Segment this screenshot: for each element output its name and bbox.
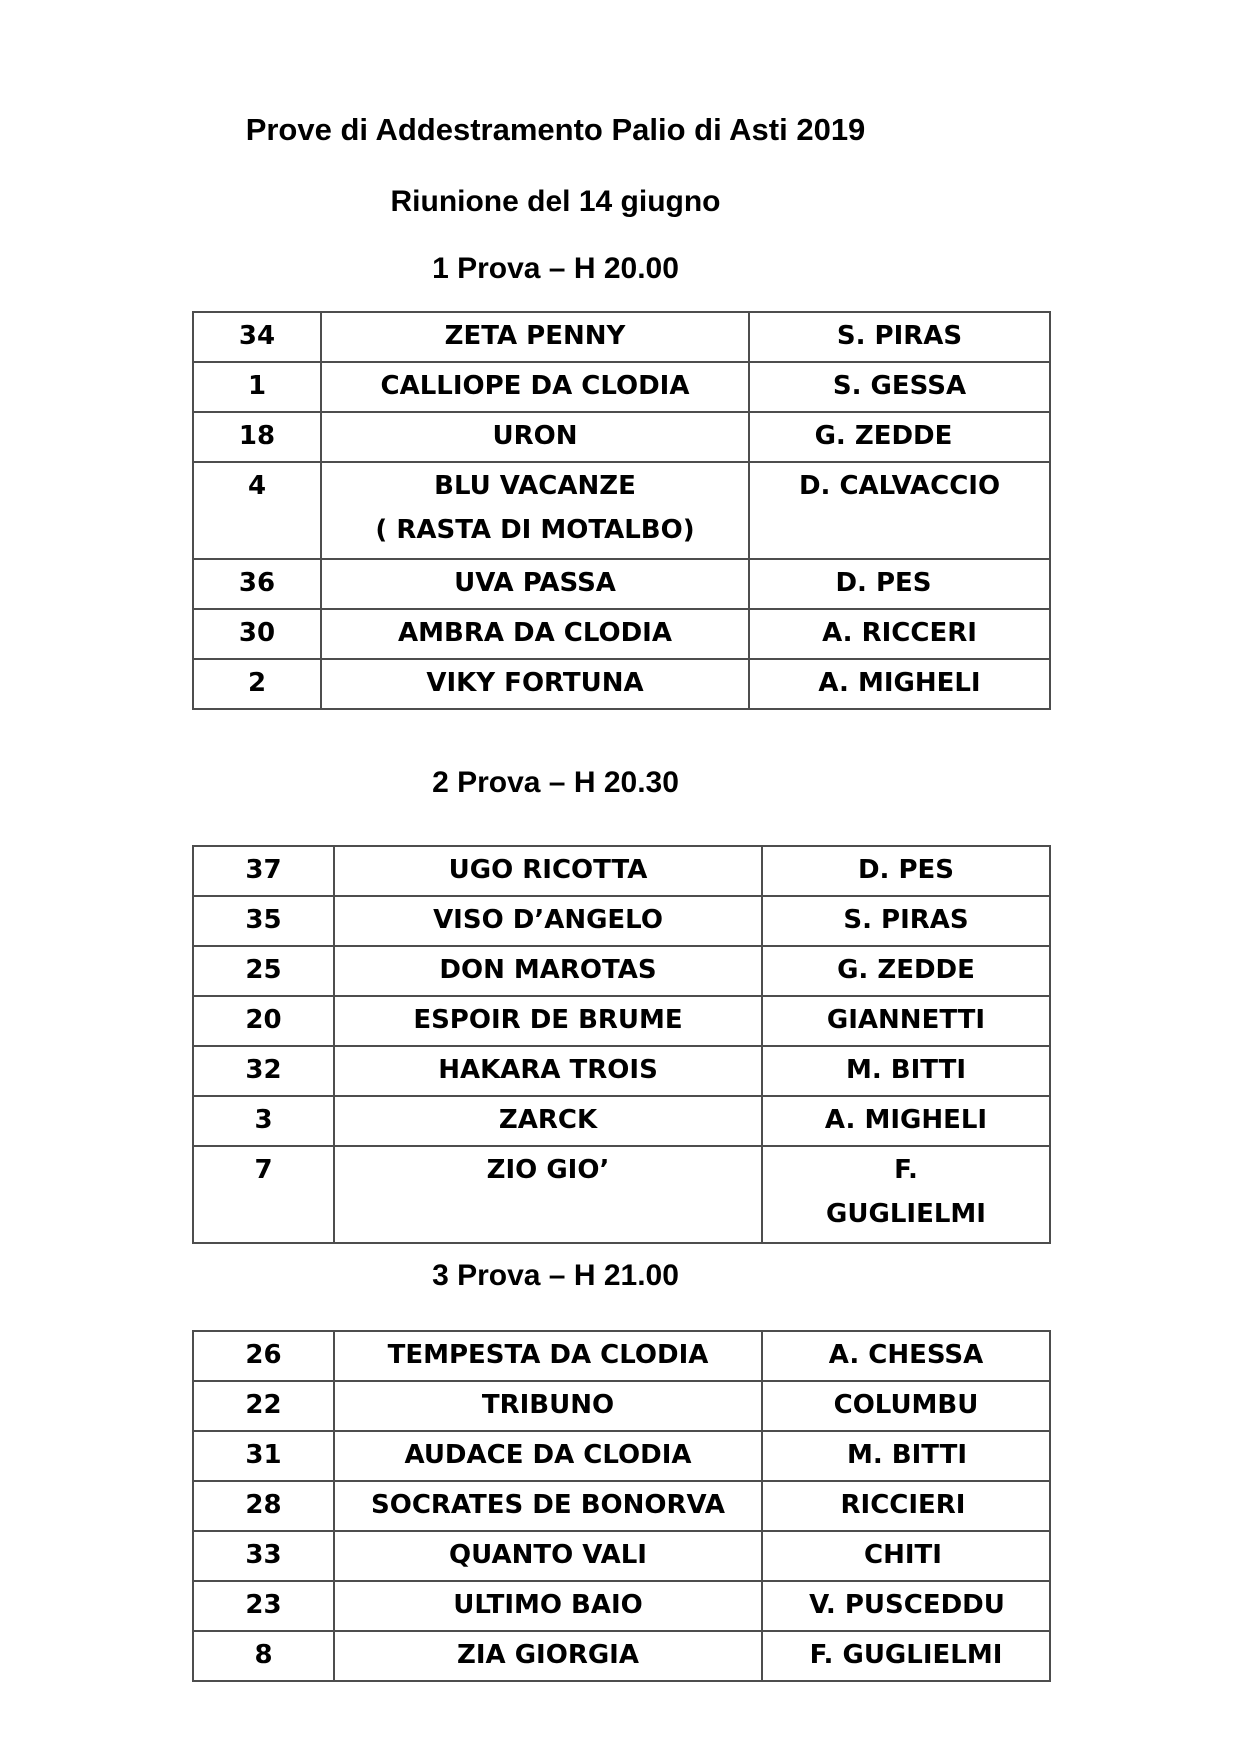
start-number-cell-text: 26 [245,1340,282,1370]
prova-3-table [192,1330,1051,1682]
rider-name-cell-text: S. PIRAS [843,905,969,935]
page-title: Prove di Addestramento Palio di Asti 2019 [245,112,866,147]
start-number-cell-text: 28 [245,1490,282,1520]
horse-name-cell [321,462,749,559]
start-number-cell [193,362,321,412]
rider-name-cell-text: M. BITTI [845,1055,967,1085]
rider-name-cell-text-line2: GUGLIELMI [826,1199,986,1229]
rider-name-cell [762,1381,1050,1431]
rider-name-cell-text: D. PES [857,855,955,885]
rider-name-cell-text: A. MIGHELI [818,668,981,698]
horse-name-cell [334,1331,762,1381]
horse-name-cell [334,1631,762,1681]
rider-name-cell-text: D. CALVACCIO [798,471,1001,501]
start-number-cell-text: 20 [245,1005,282,1035]
horse-name-cell-text: ZIO GIO’ [486,1155,610,1185]
rider-name-cell [749,609,1050,659]
rider-name-cell [762,1146,1050,1243]
start-number-cell-text: 18 [238,421,276,451]
rider-name-cell [762,996,1050,1046]
horse-name-cell [334,996,762,1046]
rider-name-cell-text: M. BITTI [846,1440,968,1470]
horse-name-cell-text: VIKY FORTUNA [426,668,644,698]
start-number-cell [193,559,321,609]
start-number-cell-text: 8 [254,1640,273,1670]
rider-name-cell-text: RICCIERI [840,1490,966,1520]
horse-name-cell [321,559,749,609]
start-number-cell [193,946,334,996]
horse-name-cell-text: SOCRATES DE BONORVA [371,1490,725,1520]
start-number-cell-text: 1 [247,371,267,401]
horse-name-cell-text: ESPOIR DE BRUME [413,1005,683,1035]
rider-name-cell-text: GIANNETTI [826,1005,986,1035]
prova-2-table [192,845,1051,1244]
table-row [193,362,1050,412]
rider-name-cell [762,896,1050,946]
horse-name-cell-text: ZETA PENNY [444,321,626,351]
rider-name-cell [749,462,1050,559]
horse-name-cell-text: TEMPESTA DA CLODIA [387,1340,709,1370]
rider-name-cell-text: S. GESSA [832,371,967,401]
table-row [193,1481,1050,1531]
table-row [193,1581,1050,1631]
start-number-cell-text: 3 [254,1105,273,1135]
start-number-cell [193,846,334,896]
start-number-cell-text: 33 [245,1540,282,1570]
table-row [193,1046,1050,1096]
rider-name-cell-text: G. ZEDDE [837,955,975,985]
rider-name-cell-text: V. PUSCEDDU [809,1590,1005,1620]
rider-name-cell-text: A. CHESSA [828,1340,984,1370]
rider-name-cell-text: S. PIRAS [836,321,963,351]
start-number-cell [193,462,321,559]
horse-name-cell-text: ZARCK [498,1105,598,1135]
horse-name-cell-text: DON MAROTAS [439,955,657,985]
rider-name-cell [762,1096,1050,1146]
start-number-cell-text: 36 [238,568,276,598]
horse-name-cell-text: AUDACE DA CLODIA [404,1440,692,1470]
start-number-cell-text: 22 [245,1390,282,1420]
prova-1-table [192,311,1051,710]
rider-name-cell [762,1431,1050,1481]
document-content [192,0,1049,1755]
rider-name-cell [762,1631,1050,1681]
rider-name-cell [762,1331,1050,1381]
table-row [193,1096,1050,1146]
start-number-cell-text: 35 [245,905,282,935]
table-row [193,659,1050,709]
table-row [193,462,1050,559]
rider-name-cell-text: CHITI [864,1540,942,1570]
table-row [193,1631,1050,1681]
table-row [193,609,1050,659]
horse-name-cell-text: URON [492,421,578,451]
start-number-cell [193,1631,334,1681]
horse-name-cell [321,412,749,462]
start-number-cell-text: 23 [245,1590,282,1620]
rider-name-cell-text: G. ZEDDE [814,421,953,451]
table-row [193,1431,1050,1481]
rider-name-cell [749,559,1050,609]
table-row [193,1331,1050,1381]
table-row [193,1381,1050,1431]
rider-name-cell-text: F. [894,1155,918,1185]
horse-name-cell [334,1581,762,1631]
rider-name-cell [762,1481,1050,1531]
horse-name-cell-text: CALLIOPE DA CLODIA [380,371,690,401]
horse-name-cell [334,1096,762,1146]
horse-name-cell [334,1046,762,1096]
rider-name-cell-text: A. MIGHELI [824,1105,988,1135]
section-heading-prova-3: 3 Prova – H 21.00 [432,1259,679,1292]
horse-name-cell [321,609,749,659]
horse-name-cell [334,946,762,996]
start-number-cell-text: 34 [238,321,276,351]
start-number-cell [193,1431,334,1481]
rider-name-cell [762,1581,1050,1631]
horse-name-cell-text: AMBRA DA CLODIA [398,618,672,648]
rider-name-cell [749,412,1050,462]
table-row [193,1146,1050,1243]
horse-name-cell [334,1381,762,1431]
rider-name-cell [749,362,1050,412]
start-number-cell [193,1531,334,1581]
table-row [193,1531,1050,1581]
rider-name-cell-text: COLUMBU [833,1390,979,1420]
rider-name-cell [749,659,1050,709]
horse-name-cell-text-line2: ( RASTA DI MOTALBO) [375,515,695,545]
table-row [193,312,1050,362]
start-number-cell-text: 4 [247,471,267,501]
table-row [193,846,1050,896]
table-row [193,996,1050,1046]
start-number-cell [193,609,321,659]
table-row [193,946,1050,996]
horse-name-cell-text: VISO D’ANGELO [433,905,663,935]
horse-name-cell-text: UVA PASSA [454,568,616,598]
horse-name-cell [321,659,749,709]
horse-name-cell [334,1146,762,1243]
horse-name-cell [321,362,749,412]
horse-name-cell [321,312,749,362]
rider-name-cell-text: A. RICCERI [822,618,977,648]
section-heading-prova-2: 2 Prova – H 20.30 [432,766,679,799]
horse-name-cell-text: BLU VACANZE [434,471,636,501]
start-number-cell [193,412,321,462]
start-number-cell [193,312,321,362]
start-number-cell-text: 25 [245,955,282,985]
rider-name-cell [762,1531,1050,1581]
rider-name-cell-text: F. GUGLIELMI [809,1640,1003,1670]
horse-name-cell-text: ZIA GIORGIA [457,1640,639,1670]
table-row [193,412,1050,462]
horse-name-cell [334,1531,762,1581]
start-number-cell-text: 2 [247,668,267,698]
horse-name-cell [334,1431,762,1481]
start-number-cell [193,1146,334,1243]
rider-name-cell [762,1046,1050,1096]
start-number-cell-text: 7 [254,1155,273,1185]
start-number-cell [193,1381,334,1431]
horse-name-cell-text: ULTIMO BAIO [453,1590,643,1620]
table-row [193,559,1050,609]
section-heading-prova-1: 1 Prova – H 20.00 [432,252,679,285]
horse-name-cell [334,846,762,896]
rider-name-cell-text: D. PES [835,568,932,598]
rider-name-cell [762,846,1050,896]
horse-name-cell-text: TRIBUNO [481,1390,615,1420]
start-number-cell [193,996,334,1046]
start-number-cell [193,896,334,946]
start-number-cell-text: 31 [245,1440,282,1470]
horse-name-cell-text: HAKARA TROIS [438,1055,658,1085]
start-number-cell-text: 37 [245,855,282,885]
table-row [193,896,1050,946]
start-number-cell-text: 30 [238,618,276,648]
meeting-subtitle: Riunione del 14 giugno [390,185,721,218]
rider-name-cell [749,312,1050,362]
horse-name-cell-text: UGO RICOTTA [448,855,648,885]
start-number-cell [193,1096,334,1146]
start-number-cell [193,1581,334,1631]
start-number-cell-text: 32 [245,1055,282,1085]
horse-name-cell [334,1481,762,1531]
start-number-cell [193,1331,334,1381]
rider-name-cell [762,946,1050,996]
horse-name-cell [334,896,762,946]
start-number-cell [193,659,321,709]
start-number-cell [193,1046,334,1096]
horse-name-cell-text: QUANTO VALI [449,1540,647,1570]
start-number-cell [193,1481,334,1531]
